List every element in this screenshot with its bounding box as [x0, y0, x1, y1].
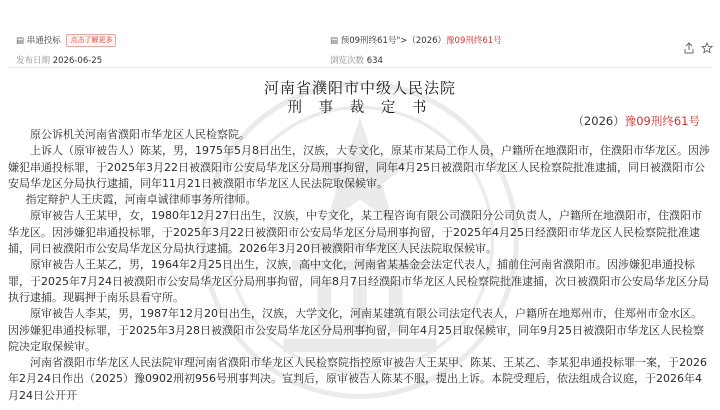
paragraph-defendant-li: 原审被告人李某，男，1987年12月20日出生，汉族，大学文化，河南某建筑有限公司法定代表人，户籍所在地郑州市，住郑州市金水区。因涉嫌犯串通投标罪，于2025年3月28日被濮阳市公安局华龙区分局刑事拘留，同年4月25日取保候审，同年9月25日被濮阳市华龙区人民检察院决定取保候审。 — [8, 307, 704, 353]
court-name: 河南省濮阳市中级人民法院 — [263, 79, 456, 97]
judgment-body — [8, 127, 712, 404]
paragraph-prosecutor: 原公诉机关河南省濮阳市华龙区人民检察院。 — [30, 128, 250, 141]
document-title: 刑 事 裁 定 书 — [287, 100, 433, 116]
share-icon[interactable] — [683, 42, 695, 54]
publish-date-meta — [16, 54, 102, 66]
case-type-meta — [16, 34, 116, 47]
publish-date-value: 2026-06-25 — [52, 56, 103, 66]
learn-more-tag[interactable]: 点击了解更多 — [66, 34, 116, 47]
star-icon[interactable] — [701, 42, 713, 54]
views-meta — [330, 54, 383, 66]
reference-icon: ▤ — [330, 36, 339, 46]
reference-case-no: 豫09刑终61号 — [446, 36, 502, 46]
header-divider — [8, 67, 712, 68]
case-number-value: 豫09刑终61号 — [624, 114, 700, 128]
reference-meta — [330, 34, 502, 46]
reference-text: 预09刑终61号">（2026） — [340, 36, 447, 46]
views-value: 634 — [366, 56, 383, 66]
case-number-prefix: （2026） — [572, 114, 625, 128]
case-type-value: 串通投标 — [26, 36, 61, 46]
paragraph-defendant-wang-a: 原审被告人王某甲，女，1980年12月27日出生，汉族，中专文化，某工程咨询有限公司濮阳分公司负责人，户籍所在地濮阳市，住濮阳市华龙区。因涉嫌犯串通投标罪，于2025年3月22日被濮阳市公安局华龙区分局刑事拘留，于2025年4月25日经濮阳市华龙区人民检察院批准逮捕，同日被濮阳市公安局华龙区分局执行逮捕。2026年3月20日被濮阳市华龙区人民法院取保候审。 — [8, 209, 702, 256]
paragraph-defendant-wang-b: 原审被告人王某乙，男，1964年2月25日出生，汉族，高中文化，河南省某基金会法定代表人，捕前住河南省濮阳市。因涉嫌犯串通投标罪，于2025年7月24日被濮阳市公安局华龙区分局刑事拘留，同年8月7日经濮阳市华龙区人民检察院批准逮捕，次日被濮阳市公安局华龙区分局执行逮捕。现羁押于南乐县看守所。 — [8, 258, 709, 304]
paragraph-procedure: 河南省濮阳市华龙区人民法院审理河南省濮阳市华龙区人民检察院指控原审被告人王某甲、陈某、王某乙、李某犯串通投标罪一案，于2026年2月24日作出（2025）豫0902刑初956号刑事判决。宣判后，原审被告人陈某不服，提出上诉。本院受理后，依法组成合议庭，于2026年4月24日公开开 — [8, 356, 707, 402]
paragraph-defender: 指定辩护人王庆霞，河南卓诚律师事务所律师。 — [25, 193, 257, 207]
paragraph-appellant: 上诉人（原审被告人）陈某，男，1975年5月8日出生，汉族，大专文化，原某市某局工作人员，户籍所在地濮阳市，住濮阳市华龙区。因涉嫌犯串通投标罪，于2025年3月22日被濮阳市公安局华龙区分局刑事拘留，同年4月25日被濮阳市华龙区人民检察院批准逮捕，同日被濮阳市公安局华龙区分局执行逮捕，同年11月21日被濮阳市华龙区人民法院取保候审。 — [8, 144, 710, 190]
views-label: 浏览次数 — [330, 56, 365, 66]
case-type-icon: ▤ — [16, 36, 25, 46]
publish-date-label: 发布日期 — [16, 56, 51, 66]
